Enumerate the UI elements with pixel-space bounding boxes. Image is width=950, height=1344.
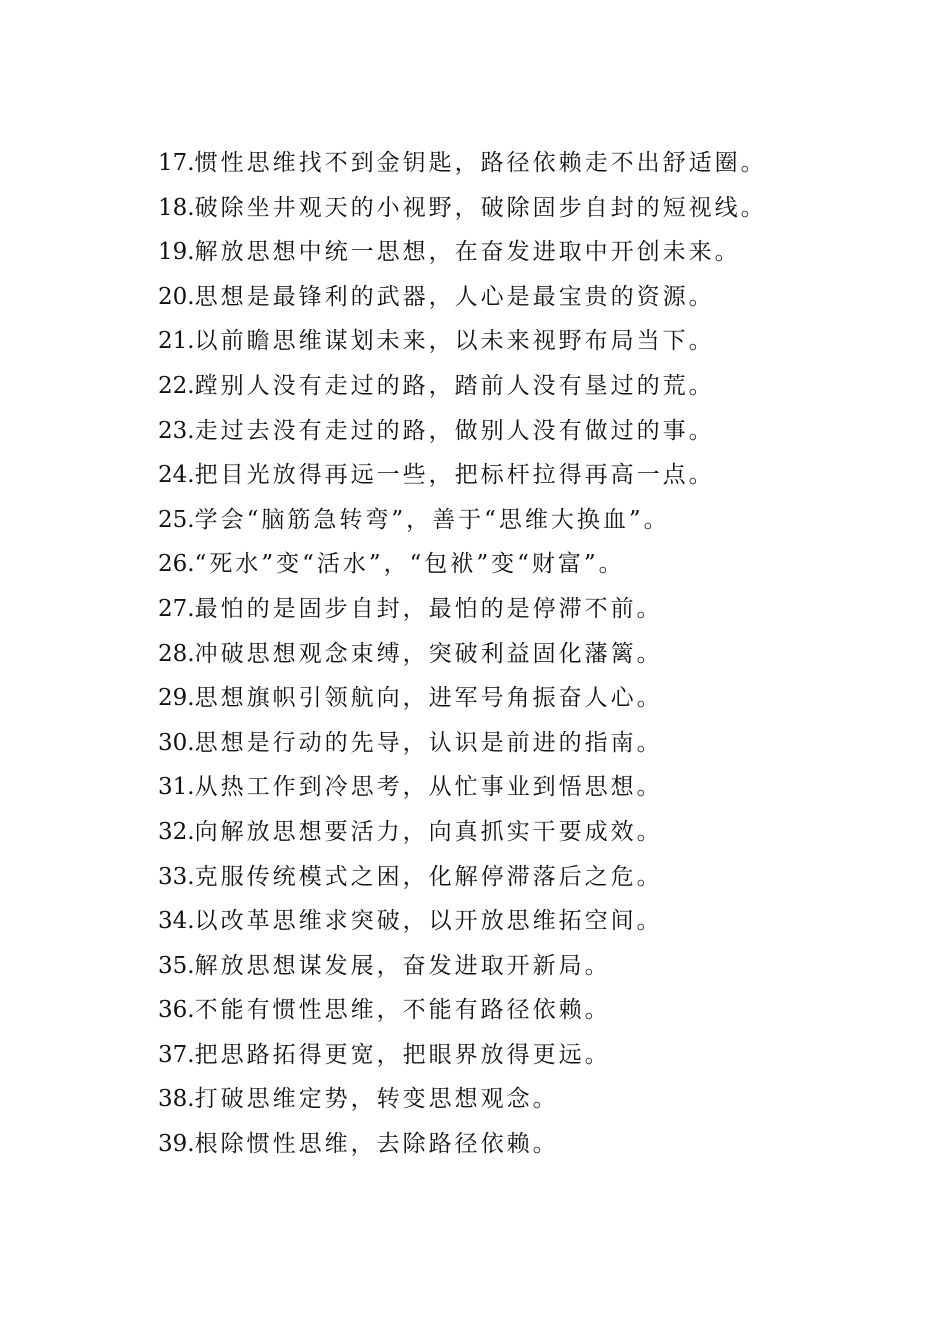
list-item [158,414,918,459]
list-item [158,280,918,325]
item-number: 35. [158,952,195,979]
list-item [158,503,918,548]
item-text: 学会“脑筋急转弯”，善于“思维大换血”。 [194,506,670,533]
list-item [158,770,918,815]
item-number: 22. [158,372,195,399]
item-number: 28. [158,640,195,667]
item-number: 27. [158,595,195,622]
item-number: 29. [158,685,195,712]
item-number: 26. [158,551,195,578]
item-text: 向解放思想要活力，向真抓实干要成效。 [194,818,663,845]
list-item [158,547,918,592]
list-item [158,815,918,860]
list-item [158,681,918,726]
item-text: 破除坐井观天的小视野，破除固步自封的短视线。 [194,194,767,221]
list-item [158,146,918,191]
list-item [158,369,918,414]
item-text: 走过去没有走过的路，做别人没有做过的事。 [194,417,715,444]
item-number: 39. [158,1131,195,1158]
item-text: 思想是最锋利的武器，人心是最宝贵的资源。 [194,283,715,310]
item-text: 解放思想中统一思想，在奋发进取中开创未来。 [194,239,741,266]
item-number: 30. [158,729,195,756]
item-number: 21. [158,328,195,355]
item-text: 思想旗帜引领航向，进军号角振奋人心。 [194,685,663,712]
item-number: 36. [158,997,195,1024]
list-item [158,1038,918,1083]
item-text: 解放思想谋发展，奋发进取开新局。 [194,952,611,979]
item-number: 34. [158,908,195,935]
list-item [158,904,918,949]
item-number: 23. [158,417,195,444]
list-item [158,1127,918,1172]
list-item [158,637,918,682]
list-item [158,592,918,637]
list-item [158,726,918,771]
item-text: 最怕的是固步自封，最怕的是停滞不前。 [194,595,663,622]
numbered-list [158,146,918,1172]
item-text: 从热工作到冷思考，从忙事业到悟思想。 [194,774,663,801]
item-text: 打破思维定势，转变思想观念。 [194,1086,559,1113]
item-text: 克服传统模式之困，化解停滞落后之危。 [194,863,663,890]
list-item [158,458,918,503]
item-number: 31. [158,774,195,801]
item-text: “死水”变“活水”，“包袱”变“财富”。 [194,551,625,578]
item-number: 19. [158,239,195,266]
item-text: 蹚别人没有走过的路，踏前人没有垦过的荒。 [194,372,715,399]
item-number: 38. [158,1086,195,1113]
item-number: 18. [158,194,195,221]
item-text: 以改革思维求突破，以开放思维拓空间。 [194,908,663,935]
item-text: 把思路拓得更宽，把眼界放得更远。 [194,1041,611,1068]
item-text: 思想是行动的先导，认识是前进的指南。 [194,729,663,756]
item-number: 25. [158,506,195,533]
item-number: 17. [158,150,195,176]
list-item [158,1082,918,1127]
item-number: 32. [158,818,195,845]
list-item [158,324,918,369]
item-text: 惯性思维找不到金钥匙，路径依赖走不出舒适圈。 [194,150,767,176]
list-item [158,235,918,280]
item-number: 20. [158,283,195,310]
list-item [158,949,918,994]
item-text: 以前瞻思维谋划未来，以未来视野布局当下。 [194,328,715,355]
list-item [158,191,918,236]
item-text: 把目光放得再远一些，把标杆拉得再高一点。 [194,462,715,489]
list-item [158,993,918,1038]
item-number: 37. [158,1041,195,1068]
item-text: 冲破思想观念束缚，突破利益固化藩篱。 [194,640,663,667]
item-text: 根除惯性思维，去除路径依赖。 [194,1131,559,1158]
item-number: 24. [158,462,195,489]
item-text: 不能有惯性思维，不能有路径依赖。 [194,997,611,1024]
item-number: 33. [158,863,195,890]
list-item [158,860,918,905]
